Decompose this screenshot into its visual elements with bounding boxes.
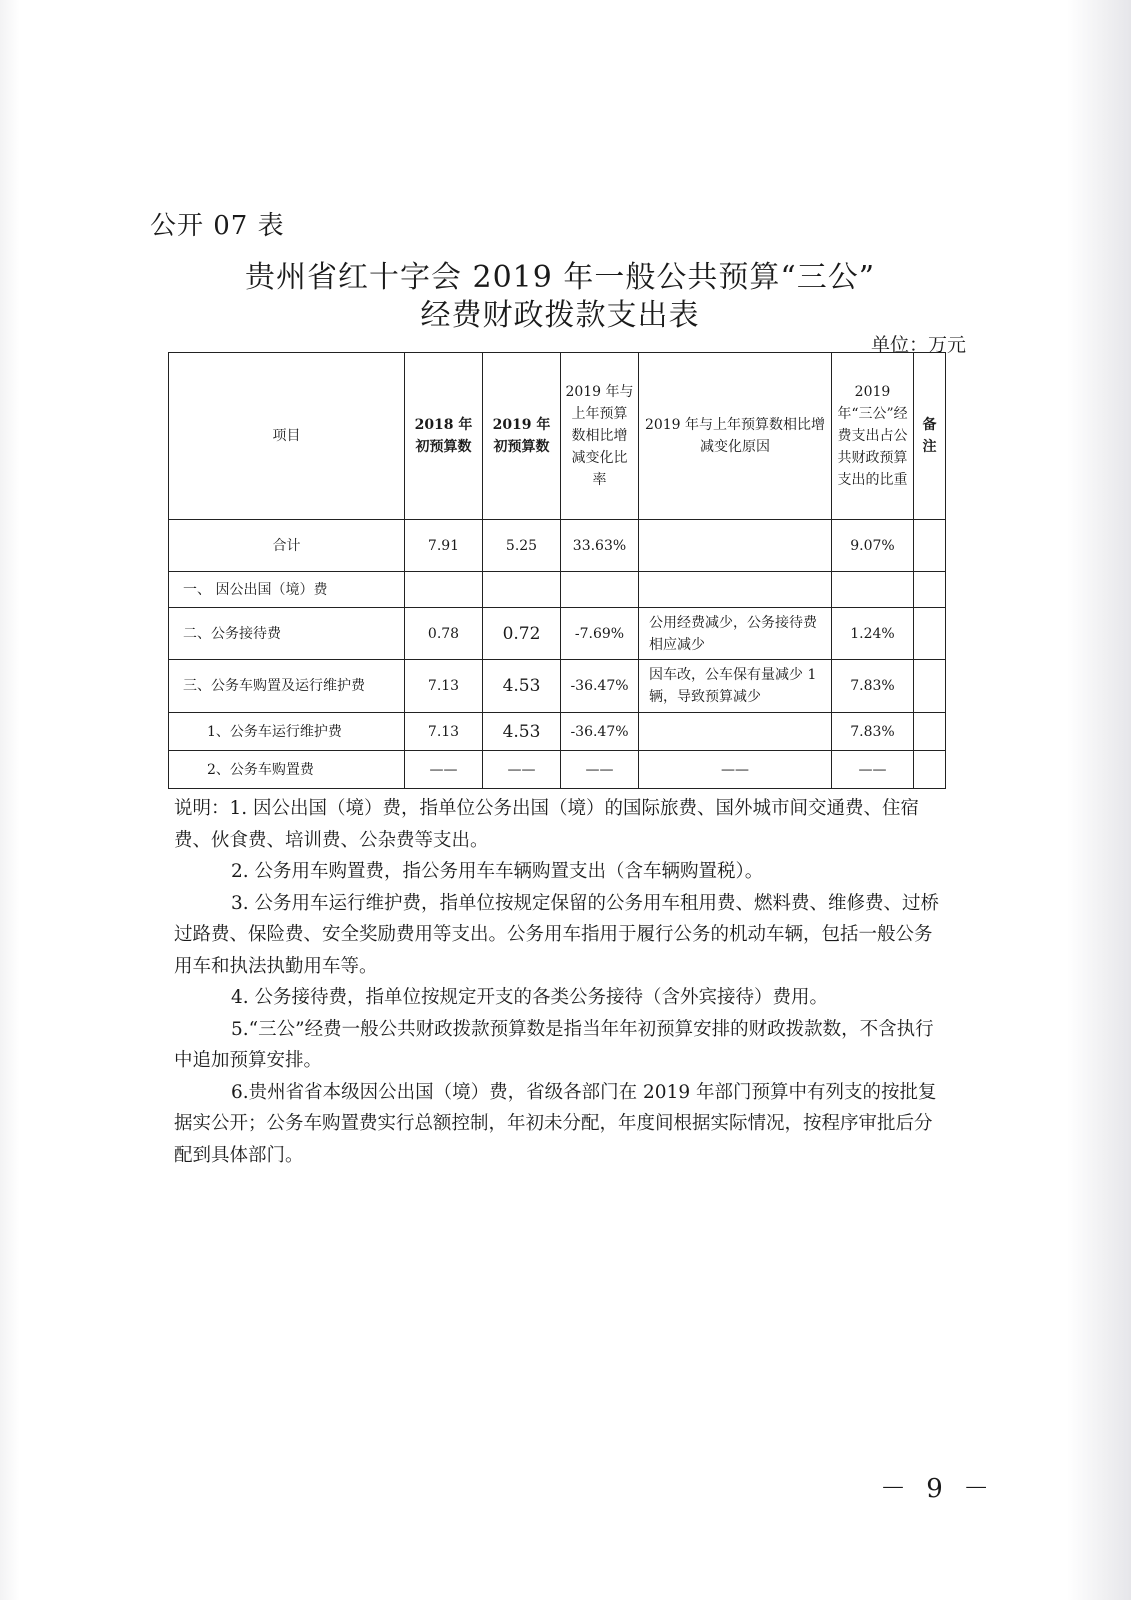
note-6: 6.贵州省省本级因公出国（境）费，省级各部门在 2019 年部门预算中有列支的按批复据实公开；公务车购置费实行总额控制，年初未分配，年度间根据实际情况，按程序审批后分配到具体部门。 [174,1081,937,1166]
cell-reason [639,520,832,572]
cell-remark [914,608,946,660]
page-number: － 9 － [880,1474,996,1504]
cell-reason: 公用经费减少，公务接待费相应减少 [639,608,832,660]
cell-remark [914,572,946,608]
cell-share: 7.83% [832,713,914,751]
cell-2019: 4.53 [483,660,561,713]
table-row [169,751,946,789]
cell-share: 7.83% [832,660,914,713]
table-header-row [169,353,946,520]
document-title: 贵州省红十字会 2019 年一般公共预算“三公” [244,260,876,295]
cell-item: 2、公务车购置费 [169,751,405,789]
cell-2018: 7.13 [405,713,483,751]
cell-item: 1、公务车运行维护费 [169,713,405,751]
cell-2019: 0.72 [483,608,561,660]
cell-reason: 因车改，公车保有量减少 1 辆，导致预算减少 [639,660,832,713]
table-row [169,608,946,660]
cell-rate: 33.63% [561,520,639,572]
cell-2018: 0.78 [405,608,483,660]
table-row [169,713,946,751]
cell-remark [914,660,946,713]
table-row [169,660,946,713]
cell-item: 一、 因公出国（境）费 [169,572,405,608]
cell-reason: —— [639,751,832,789]
cell-2018: 7.91 [405,520,483,572]
note-3: 3. 公务用车运行维护费，指单位按规定保留的公务用车租用费、燃料费、维修费、过桥过路费、保险费、安全奖励费用等支出。公务用车指用于履行公务的机动车辆，包括一般公务用车和执法执勤用车等。 [174,892,940,977]
table-row [169,572,946,608]
cell-remark [914,520,946,572]
cell-2018 [405,572,483,608]
cell-2019 [483,572,561,608]
cell-rate: —— [561,751,639,789]
notes-section [174,793,940,1171]
cell-rate: -36.47% [561,713,639,751]
note-4: 4. 公务接待费，指单位按规定开支的各类公务接待（含外宾接待）费用。 [231,987,829,1008]
header-item: 项目 [169,353,405,520]
note-5: 5.“三公”经费一般公共财政拨款预算数是指当年年初预算安排的财政拨款数，不含执行中追加预算安排。 [174,1018,934,1071]
cell-2018: —— [405,751,483,789]
cell-share [832,572,914,608]
document-title-line2: 经费财政拨款支出表 [420,298,700,333]
cell-2018: 7.13 [405,660,483,713]
cell-item: 合计 [169,520,405,572]
cell-reason [639,713,832,751]
cell-share: 1.24% [832,608,914,660]
header-2019-budget: 2019 年初预算数 [483,353,561,520]
header-change-reason: 2019 年与上年预算数相比增减变化原因 [639,353,832,520]
cell-2019: —— [483,751,561,789]
scan-edge [1067,0,1131,1600]
table-id: 公开 07 表 [150,211,285,241]
budget-table [168,352,946,789]
cell-2019: 4.53 [483,713,561,751]
note-2: 2. 公务用车购置费，指公务用车车辆购置支出（含车辆购置税）。 [231,861,764,882]
unit-label: 单位：万元 [870,334,966,356]
cell-rate: -7.69% [561,608,639,660]
cell-item: 三、公务车购置及运行维护费 [169,660,405,713]
cell-share: 9.07% [832,520,914,572]
header-2018-budget: 2018 年初预算数 [405,353,483,520]
table-row [169,520,946,572]
cell-remark [914,751,946,789]
cell-reason [639,572,832,608]
cell-2019: 5.25 [483,520,561,572]
scan-edge [0,0,20,1600]
note-1: 说明：1. 因公出国（境）费，指单位公务出国（境）的国际旅费、国外城市间交通费、住宿费、伙食费、培训费、公杂费等支出。 [174,798,920,851]
header-remark: 备注 [914,353,946,520]
header-share: 2019 年“三公”经费支出占公共财政预算支出的比重 [832,353,914,520]
header-change-rate: 2019 年与上年预算数相比增减变化比率 [561,353,639,520]
cell-share: —— [832,751,914,789]
cell-item: 二、公务接待费 [169,608,405,660]
cell-remark [914,713,946,751]
cell-rate [561,572,639,608]
cell-rate: -36.47% [561,660,639,713]
